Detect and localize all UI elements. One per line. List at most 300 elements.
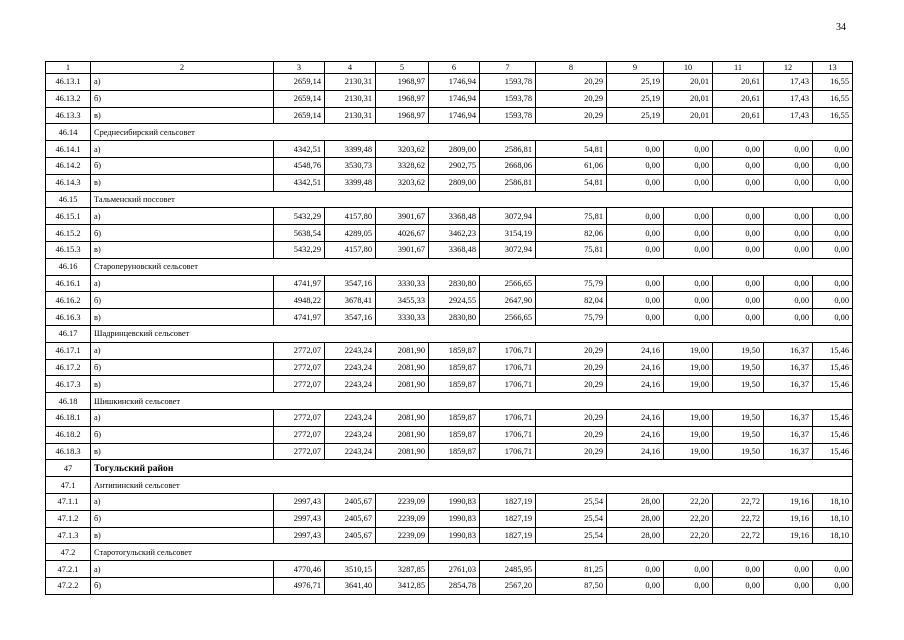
value-cell: 2130,31 [325,74,376,91]
section-code: 46.15 [46,191,91,208]
value-cell: 4770,46 [274,561,325,578]
value-cell: 18,10 [813,527,853,544]
value-cell: 20,29 [536,90,607,107]
value-cell: 2761,03 [429,561,480,578]
value-cell: 19,50 [713,376,764,393]
value-cell: 4948,22 [274,292,325,309]
table-row [46,174,853,191]
column-number-cell: 1 [46,62,91,74]
value-cell: 3678,41 [325,292,376,309]
value-cell: 2772,07 [274,376,325,393]
row-code: 46.15.3 [46,241,91,258]
value-cell: 2659,14 [274,74,325,91]
value-cell: 0,00 [764,577,813,594]
value-cell: 17,43 [764,74,813,91]
value-cell: 3072,94 [480,208,536,225]
value-cell: 16,55 [813,74,853,91]
row-code: 47.2.1 [46,561,91,578]
row-letter: а) [91,74,274,91]
value-cell: 19,00 [664,409,713,426]
section-title: Староперуновский сельсовет [91,258,853,275]
table-row [46,443,853,460]
value-cell: 3547,16 [325,275,376,292]
value-cell: 0,00 [813,561,853,578]
value-cell: 16,55 [813,107,853,124]
row-code: 46.17.3 [46,376,91,393]
table-row [46,409,853,426]
row-code: 46.18.3 [46,443,91,460]
value-cell: 3330,33 [376,309,429,326]
value-cell: 25,19 [607,107,664,124]
value-cell: 2239,09 [376,493,429,510]
table-row [46,107,853,124]
value-cell: 16,37 [764,342,813,359]
value-cell: 2566,65 [480,309,536,326]
value-cell: 16,37 [764,359,813,376]
value-cell: 0,00 [664,141,713,158]
value-cell: 16,37 [764,376,813,393]
table-row [46,359,853,376]
value-cell: 0,00 [764,174,813,191]
column-number-cell: 9 [607,62,664,74]
value-cell: 2830,80 [429,309,480,326]
value-cell: 15,46 [813,342,853,359]
value-cell: 1859,87 [429,376,480,393]
value-cell: 82,06 [536,225,607,242]
value-cell: 5432,29 [274,208,325,225]
row-letter: б) [91,90,274,107]
value-cell: 3462,23 [429,225,480,242]
row-letter: в) [91,376,274,393]
value-cell: 2243,24 [325,409,376,426]
value-cell: 28,00 [607,493,664,510]
row-letter: в) [91,443,274,460]
value-cell: 0,00 [764,241,813,258]
value-cell: 54,81 [536,174,607,191]
value-cell: 22,20 [664,527,713,544]
value-cell: 0,00 [764,309,813,326]
row-letter: б) [91,225,274,242]
table-row [46,527,853,544]
value-cell: 3530,73 [325,157,376,174]
value-cell: 25,19 [607,90,664,107]
value-cell: 0,00 [664,292,713,309]
value-cell: 1706,71 [480,376,536,393]
row-letter: а) [91,561,274,578]
value-cell: 22,72 [713,493,764,510]
value-cell: 1746,94 [429,90,480,107]
value-cell: 16,37 [764,409,813,426]
value-cell: 1990,83 [429,527,480,544]
value-cell: 2081,90 [376,376,429,393]
value-cell: 19,50 [713,359,764,376]
value-cell: 3901,67 [376,241,429,258]
section-header-row [46,191,853,208]
value-cell: 0,00 [607,208,664,225]
value-cell: 2997,43 [274,510,325,527]
value-cell: 4157,80 [325,208,376,225]
value-cell: 4976,71 [274,577,325,594]
value-cell: 19,16 [764,510,813,527]
value-cell: 1593,78 [480,107,536,124]
value-cell: 0,00 [713,174,764,191]
value-cell: 2243,24 [325,443,376,460]
table-row [46,157,853,174]
value-cell: 2405,67 [325,510,376,527]
value-cell: 82,04 [536,292,607,309]
value-cell: 19,00 [664,359,713,376]
value-cell: 2902,75 [429,157,480,174]
value-cell: 20,29 [536,107,607,124]
value-cell: 1746,94 [429,74,480,91]
value-cell: 4289,05 [325,225,376,242]
value-cell: 2081,90 [376,443,429,460]
section-code: 47.2 [46,544,91,561]
value-cell: 0,00 [764,225,813,242]
value-cell: 19,50 [713,426,764,443]
value-cell: 5432,29 [274,241,325,258]
row-letter: б) [91,510,274,527]
value-cell: 2081,90 [376,426,429,443]
value-cell: 0,00 [664,157,713,174]
table-row [46,510,853,527]
value-cell: 1859,87 [429,443,480,460]
section-title: Старотогульский сельсовет [91,544,853,561]
row-letter: в) [91,241,274,258]
value-cell: 19,50 [713,342,764,359]
value-cell: 0,00 [764,141,813,158]
column-number-cell: 6 [429,62,480,74]
table-row [46,225,853,242]
value-cell: 17,43 [764,107,813,124]
value-cell: 2130,31 [325,107,376,124]
value-cell: 54,81 [536,141,607,158]
column-number-cell: 3 [274,62,325,74]
value-cell: 2809,00 [429,141,480,158]
value-cell: 61,06 [536,157,607,174]
table-row [46,561,853,578]
row-letter: б) [91,359,274,376]
table-row [46,74,853,91]
row-code: 46.16.3 [46,309,91,326]
section-code: 46.16 [46,258,91,275]
value-cell: 0,00 [607,174,664,191]
value-cell: 2239,09 [376,510,429,527]
section-title: Тальменский поссовет [91,191,853,208]
row-code: 46.17.1 [46,342,91,359]
value-cell: 4548,76 [274,157,325,174]
value-cell: 1706,71 [480,426,536,443]
value-cell: 0,00 [713,225,764,242]
table-row [46,141,853,158]
value-cell: 0,00 [713,577,764,594]
value-cell: 0,00 [664,561,713,578]
section-header-row [46,393,853,410]
column-number-row [46,62,853,74]
column-number-cell: 5 [376,62,429,74]
value-cell: 2659,14 [274,107,325,124]
value-cell: 2081,90 [376,409,429,426]
section-code: 47 [46,460,91,477]
value-cell: 3399,48 [325,174,376,191]
value-cell: 0,00 [607,225,664,242]
row-code: 46.13.3 [46,107,91,124]
district-title: Тогульский район [91,460,853,477]
value-cell: 20,29 [536,359,607,376]
value-cell: 2405,67 [325,527,376,544]
value-cell: 2239,09 [376,527,429,544]
row-code: 46.14.3 [46,174,91,191]
value-cell: 0,00 [713,309,764,326]
value-cell: 1968,97 [376,90,429,107]
value-cell: 75,79 [536,275,607,292]
value-cell: 19,50 [713,409,764,426]
value-cell: 0,00 [607,292,664,309]
value-cell: 0,00 [713,208,764,225]
value-cell: 2772,07 [274,443,325,460]
section-header-row [46,544,853,561]
value-cell: 3330,33 [376,275,429,292]
value-cell: 0,00 [813,208,853,225]
value-cell: 22,20 [664,510,713,527]
value-cell: 20,01 [664,74,713,91]
value-cell: 19,00 [664,426,713,443]
row-letter: б) [91,577,274,594]
value-cell: 0,00 [607,577,664,594]
value-cell: 1859,87 [429,409,480,426]
row-letter: а) [91,141,274,158]
row-code: 46.13.2 [46,90,91,107]
value-cell: 0,00 [664,208,713,225]
value-cell: 19,00 [664,443,713,460]
value-cell: 2586,81 [480,174,536,191]
column-number-cell: 2 [91,62,274,74]
value-cell: 20,29 [536,376,607,393]
column-number-cell: 7 [480,62,536,74]
value-cell: 20,61 [713,74,764,91]
value-cell: 24,16 [607,342,664,359]
value-cell: 16,37 [764,443,813,460]
value-cell: 24,16 [607,376,664,393]
value-cell: 2809,00 [429,174,480,191]
row-code: 46.18.2 [46,426,91,443]
value-cell: 18,10 [813,510,853,527]
section-title: Шадринцевский сельсовет [91,325,853,342]
value-cell: 3328,62 [376,157,429,174]
value-cell: 25,54 [536,510,607,527]
value-cell: 0,00 [664,309,713,326]
value-cell: 4741,97 [274,275,325,292]
value-cell: 0,00 [713,561,764,578]
value-cell: 2586,81 [480,141,536,158]
value-cell: 2659,14 [274,90,325,107]
value-cell: 2405,67 [325,493,376,510]
value-cell: 16,37 [764,426,813,443]
value-cell: 2243,24 [325,376,376,393]
value-cell: 2668,06 [480,157,536,174]
value-cell: 20,61 [713,90,764,107]
value-cell: 0,00 [813,275,853,292]
value-cell: 2772,07 [274,342,325,359]
value-cell: 3287,85 [376,561,429,578]
row-code: 46.15.1 [46,208,91,225]
value-cell: 19,50 [713,443,764,460]
district-header-row [46,460,853,477]
value-cell: 19,00 [664,376,713,393]
section-header-row [46,325,853,342]
row-letter: в) [91,309,274,326]
value-cell: 1827,19 [480,510,536,527]
value-cell: 2485,95 [480,561,536,578]
value-cell: 0,00 [664,241,713,258]
value-cell: 19,00 [664,342,713,359]
value-cell: 20,29 [536,426,607,443]
value-cell: 3203,62 [376,174,429,191]
section-title: Среднесибирский сельсовет [91,124,853,141]
value-cell: 22,20 [664,493,713,510]
value-cell: 1859,87 [429,426,480,443]
row-code: 47.2.2 [46,577,91,594]
row-code: 46.16.2 [46,292,91,309]
value-cell: 17,43 [764,90,813,107]
value-cell: 2081,90 [376,359,429,376]
value-cell: 3510,15 [325,561,376,578]
column-number-cell: 13 [813,62,853,74]
value-cell: 0,00 [813,141,853,158]
value-cell: 2830,80 [429,275,480,292]
value-cell: 20,29 [536,443,607,460]
row-letter: а) [91,208,274,225]
table-row [46,493,853,510]
value-cell: 5638,54 [274,225,325,242]
row-code: 46.15.2 [46,225,91,242]
value-cell: 2567,20 [480,577,536,594]
row-code: 46.13.1 [46,74,91,91]
value-cell: 2566,65 [480,275,536,292]
value-cell: 3399,48 [325,141,376,158]
section-header-row [46,477,853,494]
table-row [46,426,853,443]
section-code: 47.1 [46,477,91,494]
value-cell: 0,00 [713,275,764,292]
row-code: 47.1.3 [46,527,91,544]
column-number-cell: 11 [713,62,764,74]
value-cell: 0,00 [764,292,813,309]
value-cell: 24,16 [607,426,664,443]
value-cell: 25,54 [536,493,607,510]
row-letter: а) [91,493,274,510]
value-cell: 0,00 [713,241,764,258]
value-cell: 25,19 [607,74,664,91]
value-cell: 15,46 [813,359,853,376]
value-cell: 1968,97 [376,107,429,124]
value-cell: 0,00 [764,275,813,292]
value-cell: 1706,71 [480,342,536,359]
value-cell: 0,00 [764,208,813,225]
row-code: 46.18.1 [46,409,91,426]
column-number-cell: 8 [536,62,607,74]
value-cell: 1706,71 [480,443,536,460]
section-header-row [46,124,853,141]
value-cell: 3455,33 [376,292,429,309]
value-cell: 3368,48 [429,208,480,225]
table-row [46,376,853,393]
value-cell: 0,00 [664,174,713,191]
value-cell: 81,25 [536,561,607,578]
value-cell: 18,10 [813,493,853,510]
value-cell: 75,79 [536,309,607,326]
value-cell: 3368,48 [429,241,480,258]
value-cell: 28,00 [607,510,664,527]
value-cell: 0,00 [664,577,713,594]
value-cell: 24,16 [607,359,664,376]
value-cell: 0,00 [813,225,853,242]
row-code: 46.14.1 [46,141,91,158]
table-row [46,577,853,594]
row-letter: б) [91,426,274,443]
value-cell: 0,00 [664,225,713,242]
table-row [46,90,853,107]
value-cell: 3203,62 [376,141,429,158]
value-cell: 3901,67 [376,208,429,225]
value-cell: 2647,90 [480,292,536,309]
value-cell: 0,00 [607,275,664,292]
value-cell: 1990,83 [429,493,480,510]
value-cell: 2130,31 [325,90,376,107]
value-cell: 1746,94 [429,107,480,124]
value-cell: 19,16 [764,493,813,510]
column-number-cell: 4 [325,62,376,74]
row-letter: б) [91,157,274,174]
value-cell: 2772,07 [274,426,325,443]
table-row [46,292,853,309]
value-cell: 15,46 [813,443,853,460]
value-cell: 1827,19 [480,527,536,544]
value-cell: 2243,24 [325,426,376,443]
value-cell: 75,81 [536,241,607,258]
value-cell: 2854,78 [429,577,480,594]
section-header-row [46,258,853,275]
value-cell: 4342,51 [274,174,325,191]
value-cell: 0,00 [813,577,853,594]
value-cell: 75,81 [536,208,607,225]
value-cell: 22,72 [713,510,764,527]
value-cell: 3154,19 [480,225,536,242]
tariff-table [45,61,853,595]
value-cell: 1706,71 [480,359,536,376]
value-cell: 1859,87 [429,342,480,359]
row-letter: а) [91,409,274,426]
value-cell: 0,00 [713,157,764,174]
section-code: 46.17 [46,325,91,342]
value-cell: 2243,24 [325,359,376,376]
value-cell: 2924,55 [429,292,480,309]
value-cell: 24,16 [607,409,664,426]
value-cell: 0,00 [607,561,664,578]
value-cell: 0,00 [764,561,813,578]
row-code: 47.1.2 [46,510,91,527]
value-cell: 20,29 [536,74,607,91]
table-row [46,208,853,225]
section-title: Шишкинский сельсовет [91,393,853,410]
value-cell: 1593,78 [480,90,536,107]
value-cell: 0,00 [607,157,664,174]
value-cell: 0,00 [813,241,853,258]
row-letter: в) [91,107,274,124]
value-cell: 19,16 [764,527,813,544]
value-cell: 1990,83 [429,510,480,527]
value-cell: 4157,80 [325,241,376,258]
